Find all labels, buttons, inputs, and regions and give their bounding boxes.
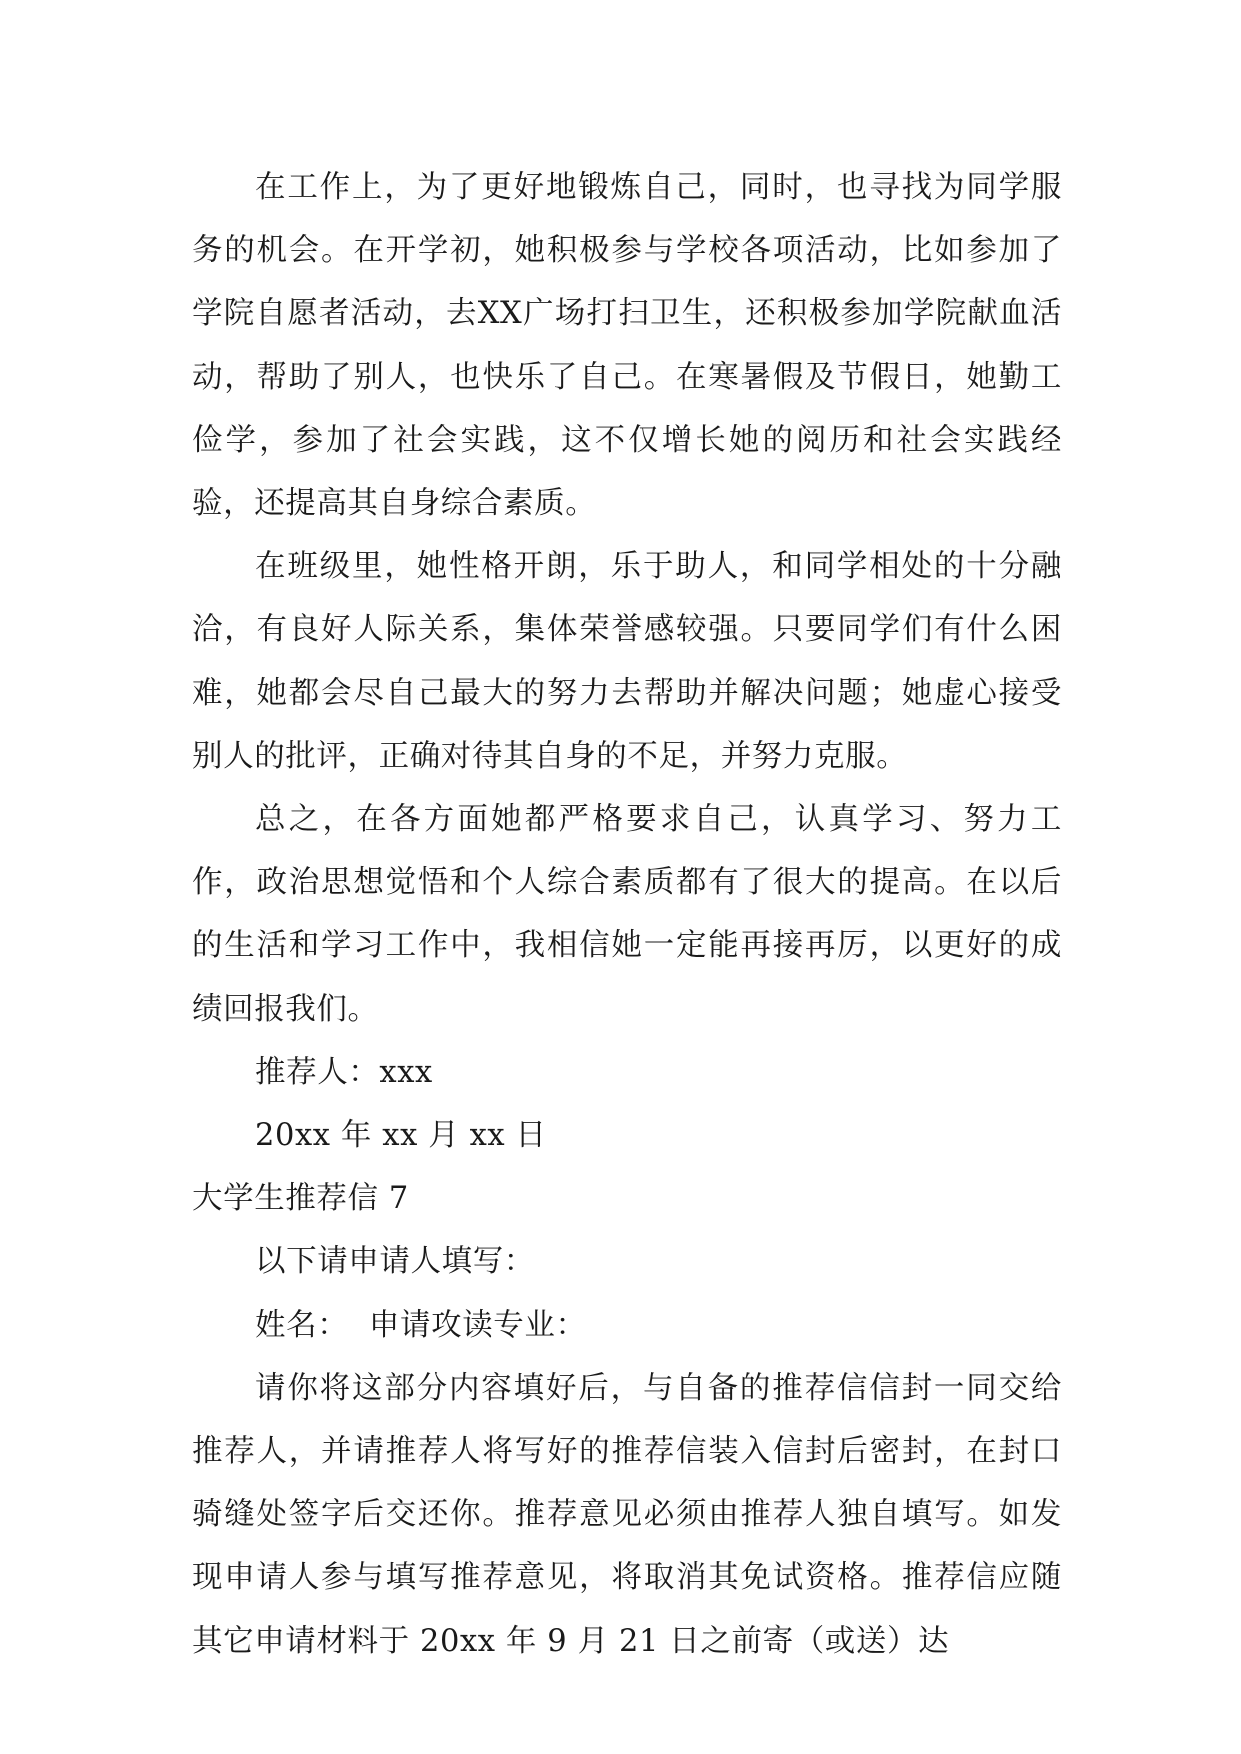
date-line: 20xx 年 xx 月 xx 日 — [255, 1118, 547, 1154]
paragraph-summary: 总之，在各方面她都严格要求自己，认真学习、努力工作，政治思想觉悟和个人综合素质都有了很大的提高。在以后的生活和学习工作中，我相信她一定能再接再厉，以更好的成绩回报我们。 — [192, 802, 1062, 1027]
paragraph-class: 在班级里，她性格开朗，乐于助人，和同学相处的十分融洽，有良好人际关系，集体荣誉感较强。只要同学们有什么困难，她都会尽自己最大的努力去帮助并解决问题；她虚心接受别人的批评，正确对待其自身的不足，并努力克服。 — [192, 549, 1062, 774]
paragraph-instructions: 请你将这部分内容填好后，与自备的推荐信信封一同交给推荐人，并请推荐人将写好的推荐信装入信封后密封，在封口骑缝处签字后交还你。推荐意见必须由推荐人独自填写。如发现申请人参与填写推荐意见，将取消其免试资格。推荐信应随其它申请材料于 20xx 年 9 月 21 日之前寄（或送）达 — [192, 1370, 1062, 1659]
document-body — [192, 156, 1062, 1673]
recommender-line: 推荐人：xxx — [255, 1054, 433, 1090]
section-title: 大学生推荐信 7 — [192, 1181, 409, 1217]
applicant-prompt: 以下请申请人填写： — [255, 1244, 535, 1280]
name-fields: 姓名： 申请攻读专业： — [255, 1307, 587, 1343]
paragraph-work: 在工作上，为了更好地锻炼自己，同时，也寻找为同学服务的机会。在开学初，她积极参与学校各项活动，比如参加了学院自愿者活动，去XX广场打扫卫生，还积极参加学院献血活动，帮助了别人，也快乐了自己。在寒暑假及节假日，她勤工俭学，参加了社会实践，这不仅增长她的阅历和社会实践经验，还提高其自身综合素质。 — [192, 170, 1062, 522]
